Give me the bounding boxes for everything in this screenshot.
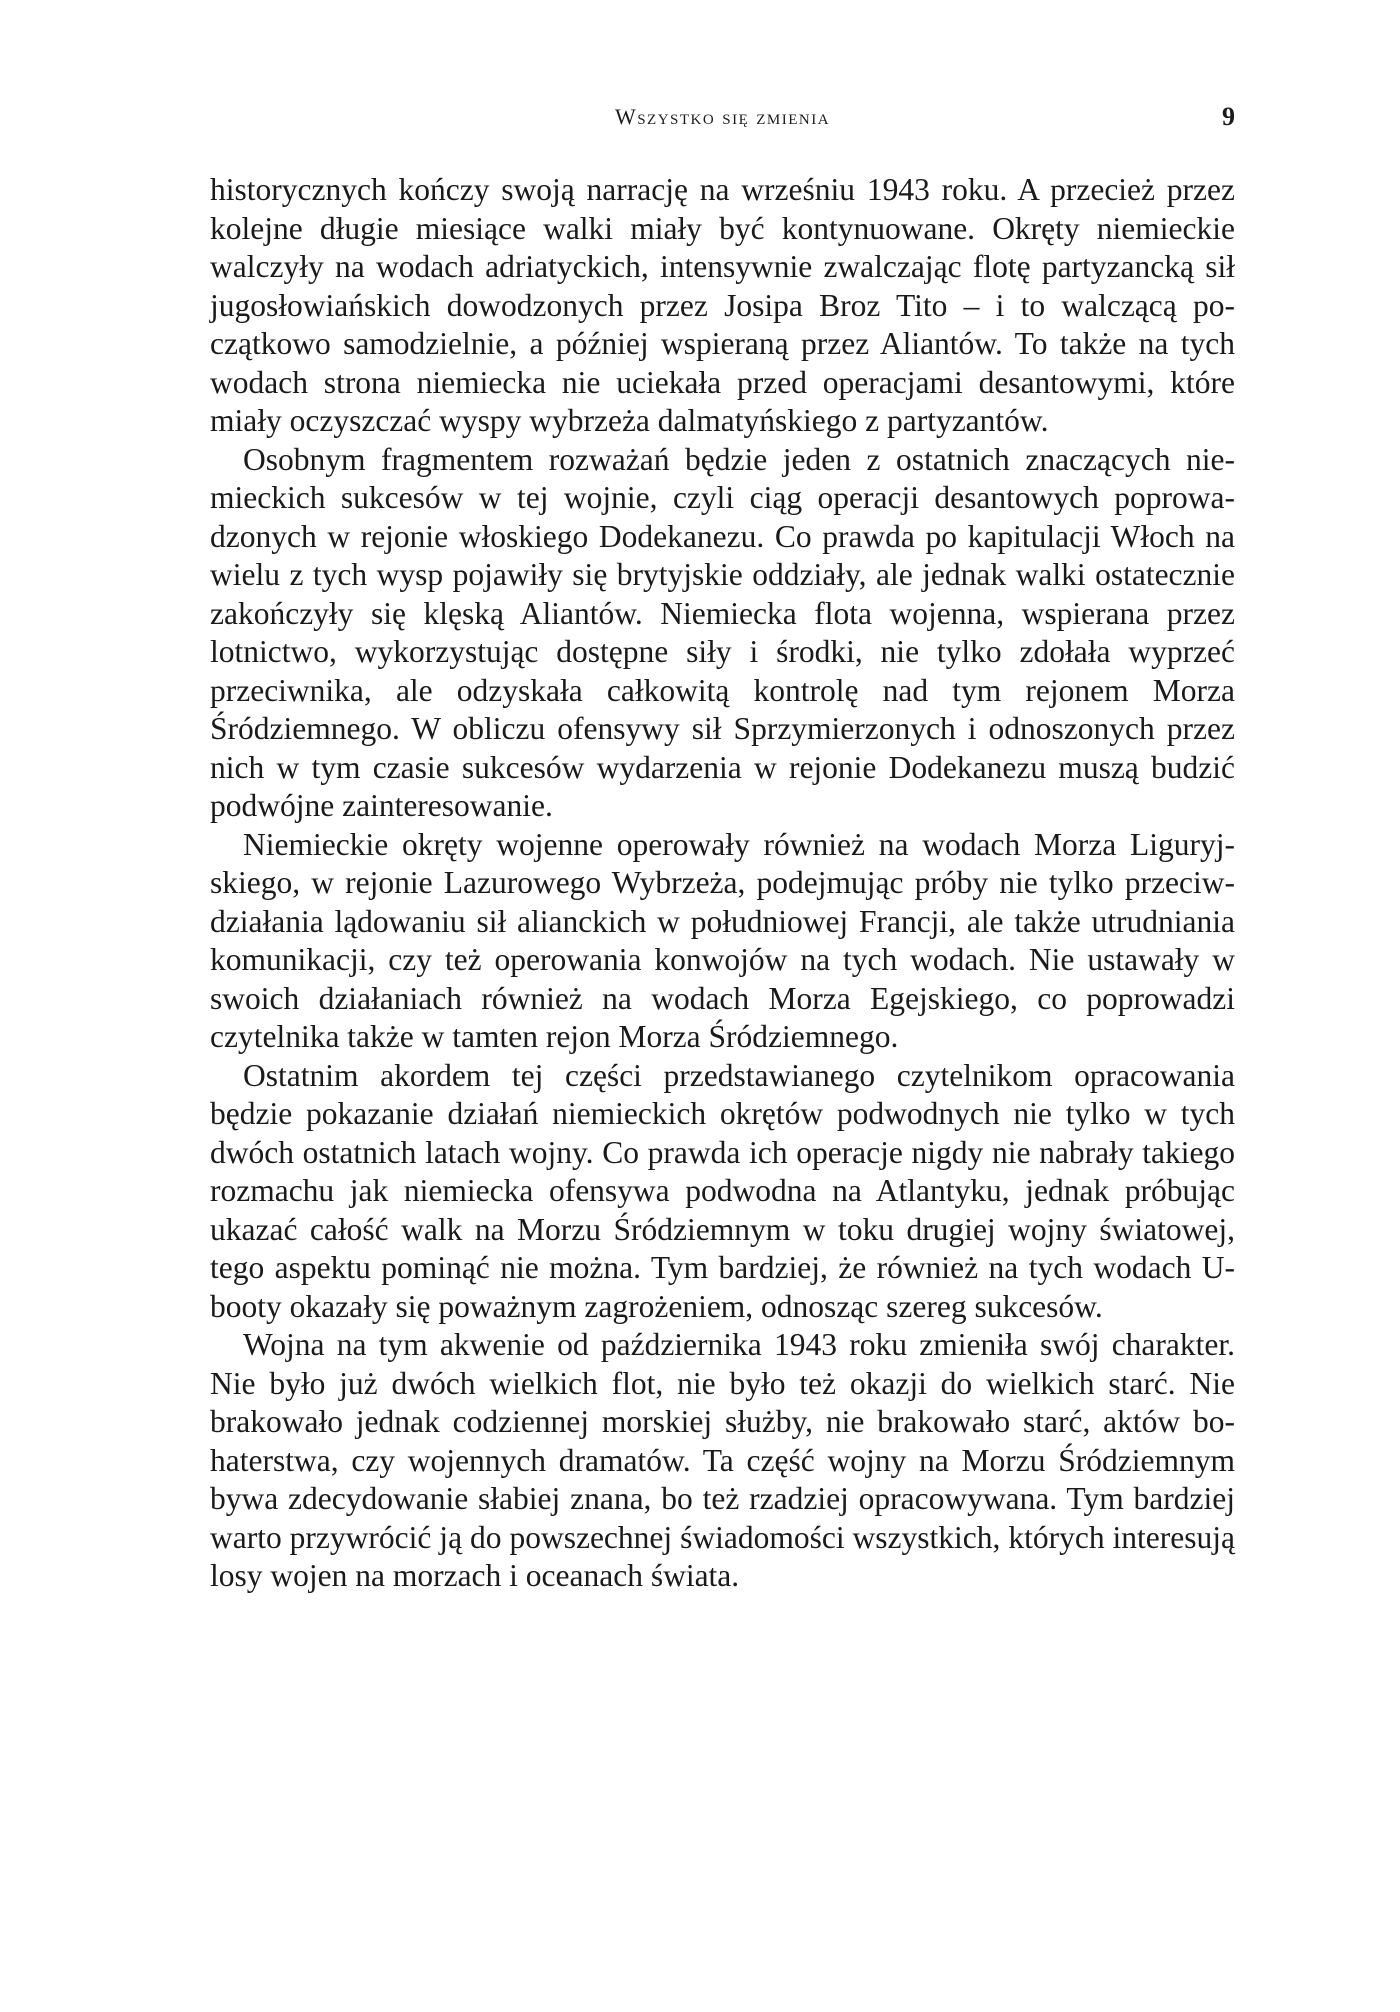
paragraph-4: Ostatnim akordem tej części przedstawianego czytelnikom opracowania będzie pokazanie działań niemieckich okrętów podwodnych nie tylko w tych dwóch ostatnich latach wojny. Co prawda ich operacje nigdy nie nabrały takiego rozmachu jak niemiecka ofensywa podwodna na Atlantyku, jednak próbując ukazać całość walk na Morzu Śródziemnym w toku drugiej wojny światowej, tego aspektu pominąć nie można. Tym bardziej, że również na tych wodach U-booty okazały się poważnym zagrożeniem, odnosząc szereg sukcesów. — [210, 1057, 1235, 1324]
paragraph-5: Wojna na tym akwenie od października 1943 roku zmieniła swój charakter. Nie było już dwóch wielkich flot, nie było też okazji do wielkich starć. Nie brakowało jednak codziennej morskiej służby, nie brakowało starć, aktów bohaterstwa, czy wojennych dramatów. Ta część wojny na Morzu Śródziemnym bywa zdecydowanie słabiej znana, bo też rzadziej opracowywana. Tym bardziej warto przywrócić ją do powszechnej świadomości wszystkich, których interesują losy wojen na morzach i oceanach świata. — [210, 1327, 1235, 1593]
paragraph-2: Osobnym fragmentem rozważań będzie jeden z ostatnich znaczących niemieckich sukcesów w tej wojnie, czyli ciąg operacji desantowych poprowadzonych w rejonie włoskiego Dodekanezu. Co prawda po kapitulacji Włoch na wielu z tych wysp pojawiły się brytyjskie oddziały, ale jednak walki ostatecznie zakończyły się klęską Aliantów. Niemiecka flota wojenna, wspierana przez lotnictwo, wykorzystując dostępne siły i środki, nie tylko zdołała wyprzeć przeciwnika, ale odzyskała całkowitą kontrolę nad tym rejonem Morza Śródziemnego. W obliczu ofensywy sił Sprzymierzonych i odnoszonych przez nich w tym czasie sukcesów wydarzenia w rejonie Dodekanezu muszą budzić podwójne zainteresowanie. — [210, 441, 1235, 823]
running-title: Wszystko się zmienia — [614, 104, 831, 129]
running-head — [210, 104, 1235, 140]
paragraph-1: historycznych kończy swoją narrację na wrześniu 1943 roku. A przecież przez kolejne długie miesiące walki miały być kontynuowane. Okręty niemieckie walczyły na wodach adriatyckich, intensywnie zwalczając flotę partyzancką sił jugosłowiańskich dowodzonych przez Josipa Broz Tito – i to walczącą początkowo samodzielnie, a później wspieraną przez Aliantów. To także na tych wodach strona niemiecka nie uciekała przed operacjami desantowymi, które miały oczyszczać wyspy wybrzeża dalmatyńskiego z partyzantów. — [210, 172, 1235, 438]
body-text — [210, 171, 1235, 1596]
paragraph-3: Niemieckie okręty wojenne operowały również na wodach Morza Liguryjskiego, w rejonie Lazurowego Wybrzeża, podejmując próby nie tylko przeciwdziałania lądowaniu sił alianckich w południowej Francji, ale także utrudniania komunikacji, czy też operowania konwojów na tych wodach. Nie ustawały w swoich działaniach również na wodach Morza Egejskiego, co poprowadzi czytelnika także w tamten rejon Morza Śródziemnego. — [210, 826, 1235, 1054]
page-number: 9 — [1222, 102, 1235, 131]
